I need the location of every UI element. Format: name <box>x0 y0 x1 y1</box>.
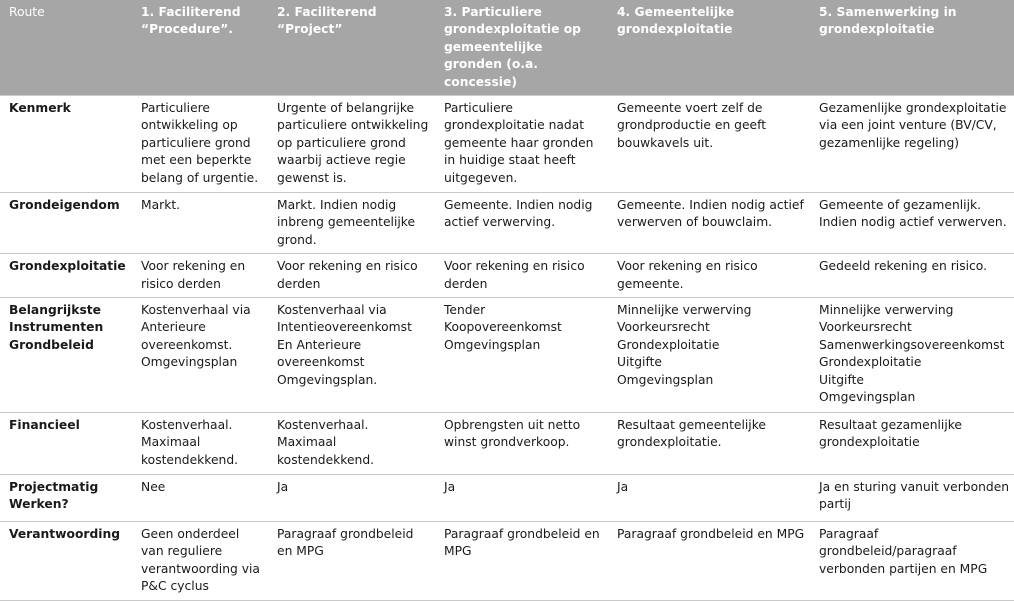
table-cell: Gemeente of gezamenlijk. Indien nodig actief verwerven. <box>810 193 1014 254</box>
table-cell: Ja <box>608 475 810 522</box>
table-cell: Kostenverhaal. Maximaal kostendekkend. <box>132 413 268 475</box>
row-label: Belangrijkste Instrumenten Grondbeleid <box>0 298 132 413</box>
table-cell: Nee <box>132 475 268 522</box>
table-row <box>0 298 1014 413</box>
table-cell: Geen onderdeel van reguliere verantwoording via P&C cyclus <box>132 522 268 601</box>
table-cell: Gezamenlijke grondexploitatie via een joint venture (BV/CV, gezamenlijke regeling) <box>810 96 1014 193</box>
table-cell: Gemeente. Indien nodig actief verwerven of bouwclaim. <box>608 193 810 254</box>
table-cell: Voor rekening en risico gemeente. <box>608 254 810 298</box>
table-cell: Ja en sturing vanuit verbonden partij <box>810 475 1014 522</box>
header-route-1: 1. Faciliterend “Procedure”. <box>132 0 268 96</box>
table-row <box>0 475 1014 522</box>
table-cell: Resultaat gezamenlijke grondexploitatie <box>810 413 1014 475</box>
table-cell: Minnelijke verwerving Voorkeursrecht Grondexploitatie Uitgifte Omgevingsplan <box>608 298 810 413</box>
row-label: Projectmatig Werken? <box>0 475 132 522</box>
header-route-2: 2. Faciliterend “Project” <box>268 0 435 96</box>
table-cell: Ja <box>268 475 435 522</box>
row-label: Kenmerk <box>0 96 132 193</box>
row-label: Grondexploitatie <box>0 254 132 298</box>
table-cell: Paragraaf grondbeleid en MPG <box>435 522 608 601</box>
table-cell: Paragraaf grondbeleid en MPG <box>608 522 810 601</box>
table-cell: Voor rekening en risico derden <box>435 254 608 298</box>
table-cell: Ja <box>435 475 608 522</box>
row-label: Verantwoording <box>0 522 132 601</box>
table-cell: Tender Koopovereenkomst Omgevingsplan <box>435 298 608 413</box>
table-cell: Voor rekening en risico derden <box>132 254 268 298</box>
table-cell: Markt. Indien nodig inbreng gemeentelijke grond. <box>268 193 435 254</box>
row-label: Grondeigendom <box>0 193 132 254</box>
table-cell: Gemeente. Indien nodig actief verwerving. <box>435 193 608 254</box>
table-cell: Particuliere grondexploitatie nadat gemeente haar gronden in huidige staat heeft uitgegeven. <box>435 96 608 193</box>
table-cell: Kostenverhaal via Anterieure overeenkomst. Omgevingsplan <box>132 298 268 413</box>
header-route-3: 3. Particuliere grondexploitatie op gemeentelijke gronden (o.a. concessie) <box>435 0 608 96</box>
header-route: Route <box>0 0 132 96</box>
table-cell: Kostenverhaal via Intentieovereenkomst En Anterieure overeenkomst Omgevingsplan. <box>268 298 435 413</box>
row-label: Financieel <box>0 413 132 475</box>
table-row <box>0 254 1014 298</box>
table-cell: Gedeeld rekening en risico. <box>810 254 1014 298</box>
header-route-4: 4. Gemeentelijke grondexploitatie <box>608 0 810 96</box>
table-header-row <box>0 0 1014 96</box>
table-row <box>0 522 1014 601</box>
table-row <box>0 193 1014 254</box>
table-cell: Opbrengsten uit netto winst grondverkoop. <box>435 413 608 475</box>
table-cell: Minnelijke verwerving Voorkeursrecht Samenwerkingsovereenkomst Grondexploitatie Uitgifte Omgevingsplan <box>810 298 1014 413</box>
table-cell: Particuliere ontwikkeling op particuliere grond met een beperkte belang of urgentie. <box>132 96 268 193</box>
table-cell: Paragraaf grondbeleid en MPG <box>268 522 435 601</box>
table-row <box>0 413 1014 475</box>
table-cell: Markt. <box>132 193 268 254</box>
table-cell: Gemeente voert zelf de grondproductie en geeft bouwkavels uit. <box>608 96 810 193</box>
table-cell: Voor rekening en risico derden <box>268 254 435 298</box>
table-cell: Kostenverhaal. Maximaal kostendekkend. <box>268 413 435 475</box>
table-cell: Resultaat gemeentelijke grondexploitatie. <box>608 413 810 475</box>
table-row <box>0 96 1014 193</box>
header-route-5: 5. Samenwerking in grondexploitatie <box>810 0 1014 96</box>
table-cell: Urgente of belangrijke particuliere ontwikkeling op particuliere grond waarbij actieve regie gewenst is. <box>268 96 435 193</box>
table-cell: Paragraaf grondbeleid/paragraaf verbonden partijen en MPG <box>810 522 1014 601</box>
